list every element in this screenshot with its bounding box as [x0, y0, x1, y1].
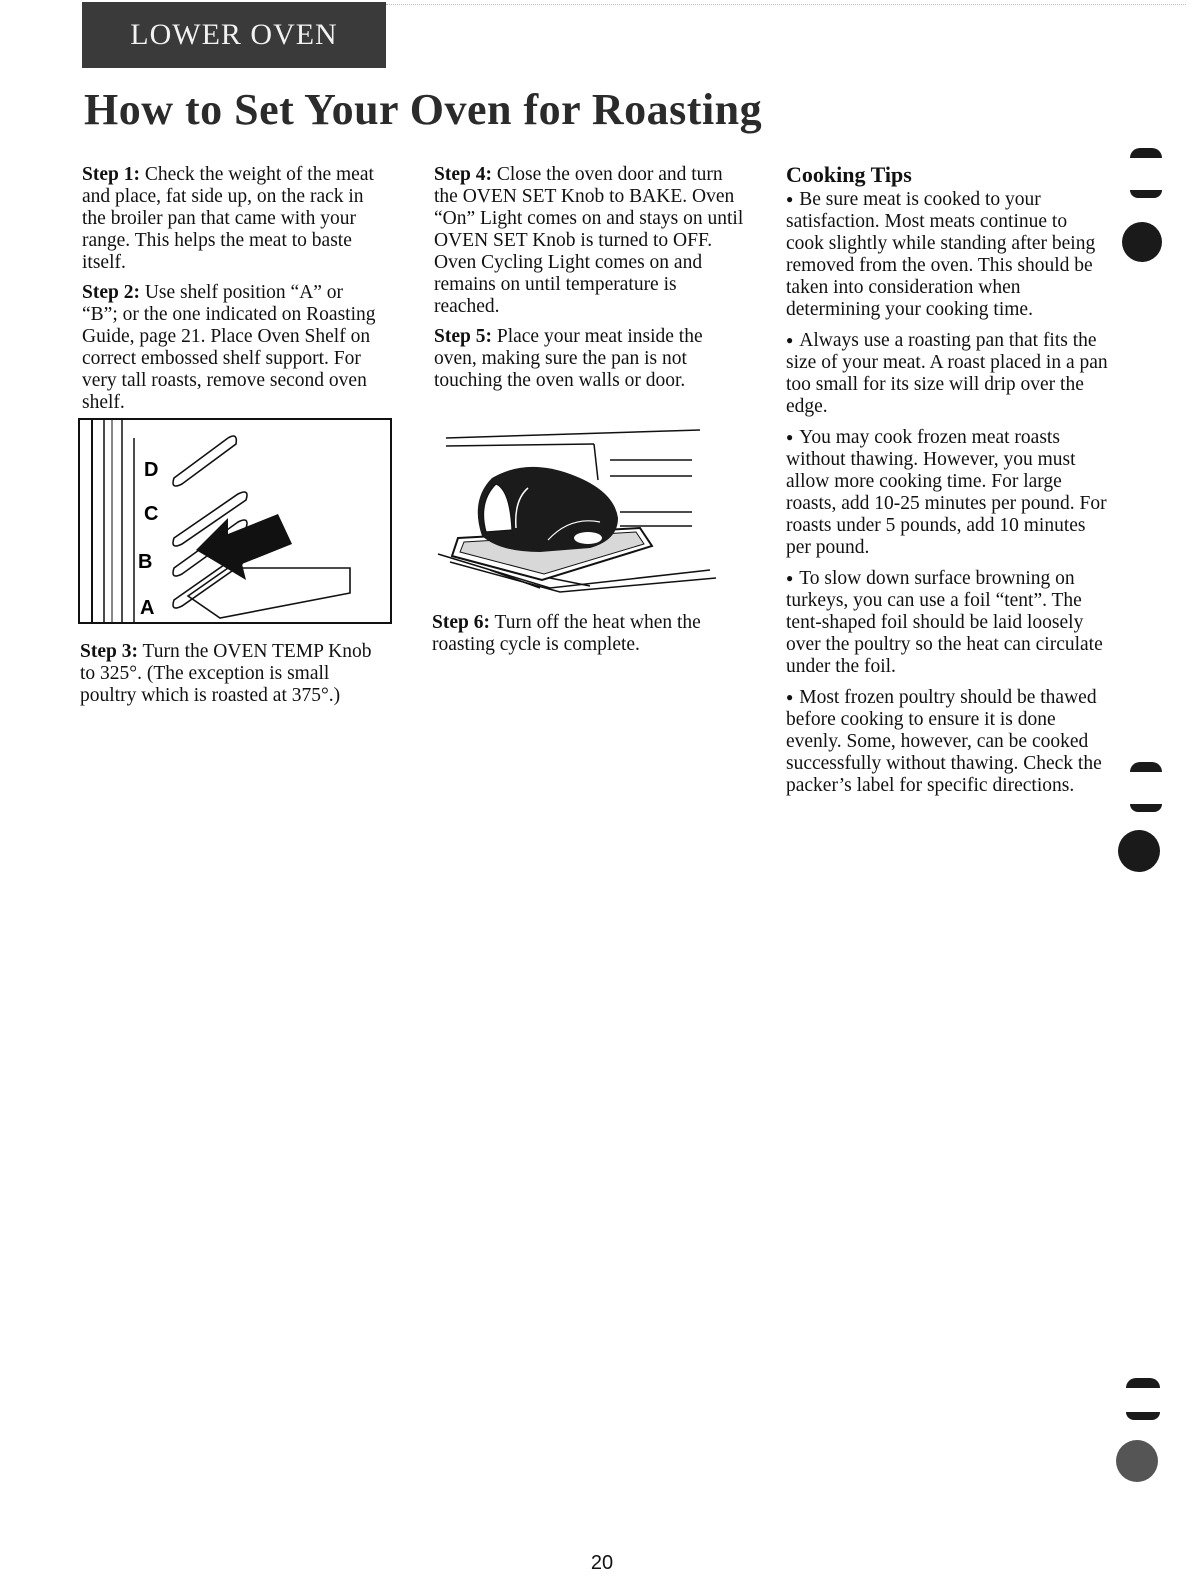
- binder-tab-mark: [1126, 1378, 1160, 1388]
- step-1-label: Step 1:: [82, 164, 140, 185]
- binder-tab-mark: [1130, 762, 1162, 772]
- top-rule: [386, 4, 1186, 5]
- tip-text: Always use a roasting pan that fits the size of your meat. A roast placed in a pan too small for its size will drip over the edge.: [786, 330, 1108, 417]
- column-left: [82, 164, 382, 422]
- step-6-label: Step 6:: [432, 612, 490, 633]
- tip-item: [786, 426, 1108, 559]
- step-2-text: Use shelf position “A” or “B”; or the one indicated on Roasting Guide, page 21. Place Oven Shelf on correct embossed shelf support. For very tall roasts, remove second oven shelf.: [82, 282, 376, 413]
- cooking-tips: [786, 164, 1108, 805]
- shelf-label-a: A: [140, 597, 155, 619]
- step-2: [82, 282, 382, 414]
- binder-hole-mark: [1118, 830, 1160, 872]
- shelf-label-c: C: [144, 503, 159, 525]
- step-6-text: Turn off the heat when the roasting cycle is complete.: [432, 612, 701, 655]
- bullet-icon: ●: [786, 430, 794, 444]
- step-1-text: Check the weight of the meat and place, fat side up, on the rack in the broiler pan that came with your range. This helps the meat to baste itself.: [82, 164, 374, 273]
- section-tab: LOWER OVEN: [82, 2, 386, 68]
- step-5-text: Place your meat inside the oven, making sure the pan is not touching the oven walls or door.: [434, 326, 703, 391]
- shelf-position-figure: [78, 418, 392, 624]
- step-3-text: Turn the OVEN TEMP Knob to 325°. (The exception is small poultry which is roasted at 375°.): [80, 641, 372, 706]
- step-3-label: Step 3:: [80, 641, 138, 662]
- binder-tab-mark: [1130, 190, 1162, 198]
- step-5-label: Step 5:: [434, 326, 492, 347]
- cooking-tips-heading: Cooking Tips: [786, 162, 912, 187]
- binder-tab-mark: [1130, 804, 1162, 812]
- binder-hole-mark: [1122, 222, 1162, 262]
- binder-tab-mark: [1130, 148, 1162, 158]
- tip-item: [786, 567, 1108, 678]
- tip-item: [786, 188, 1108, 321]
- step-6: [432, 612, 742, 656]
- step-5: [434, 326, 744, 392]
- step-2-label: Step 2:: [82, 282, 140, 303]
- tip-item: [786, 329, 1108, 418]
- bullet-icon: ●: [786, 571, 794, 585]
- page-number: 20: [590, 1552, 614, 1574]
- tip-text: You may cook frozen meat roasts without thawing. However, you must allow more cooking time. For large roasts, add 10-25 minutes per pound. For roasts under 5 pounds, add 10 minutes per pound.: [786, 427, 1107, 558]
- bullet-icon: ●: [786, 192, 794, 206]
- bullet-icon: ●: [786, 333, 794, 347]
- step-4: [434, 164, 744, 318]
- tip-text: To slow down surface browning on turkeys, you can use a foil “tent”. The tent-shaped foil should be laid loosely over the poultry so the heat can circulate under the foil.: [786, 568, 1103, 677]
- bullet-icon: ●: [786, 690, 794, 704]
- binder-hole-mark: [1116, 1440, 1158, 1482]
- tip-text: Be sure meat is cooked to your satisfaction. Most meats continue to cook slightly while standing after being removed from the oven. This should be taken into consideration when determining your cooking time.: [786, 189, 1096, 320]
- step-4-label: Step 4:: [434, 164, 492, 185]
- column-middle: [434, 164, 744, 400]
- step-4-text: Close the oven door and turn the OVEN SET Knob to BAKE. Oven “On” Light comes on and stays on until OVEN SET Knob is turned to OFF. Oven Cycling Light comes on and remains on until temperature is reached.: [434, 164, 744, 317]
- tip-text: Most frozen poultry should be thawed before cooking to ensure it is done evenly. Some, however, can be cooked successfully without thawing. Check the packer’s label for specific directions.: [786, 687, 1102, 796]
- tip-item: [786, 686, 1108, 797]
- shelf-label-b: B: [138, 551, 153, 573]
- binder-tab-mark: [1126, 1412, 1160, 1420]
- page-title: How to Set Your Oven for Roasting: [84, 85, 763, 134]
- roast-in-oven-figure: [430, 420, 722, 596]
- shelf-label-d: D: [144, 459, 159, 481]
- step-1: [82, 164, 382, 274]
- step-3: [80, 641, 380, 707]
